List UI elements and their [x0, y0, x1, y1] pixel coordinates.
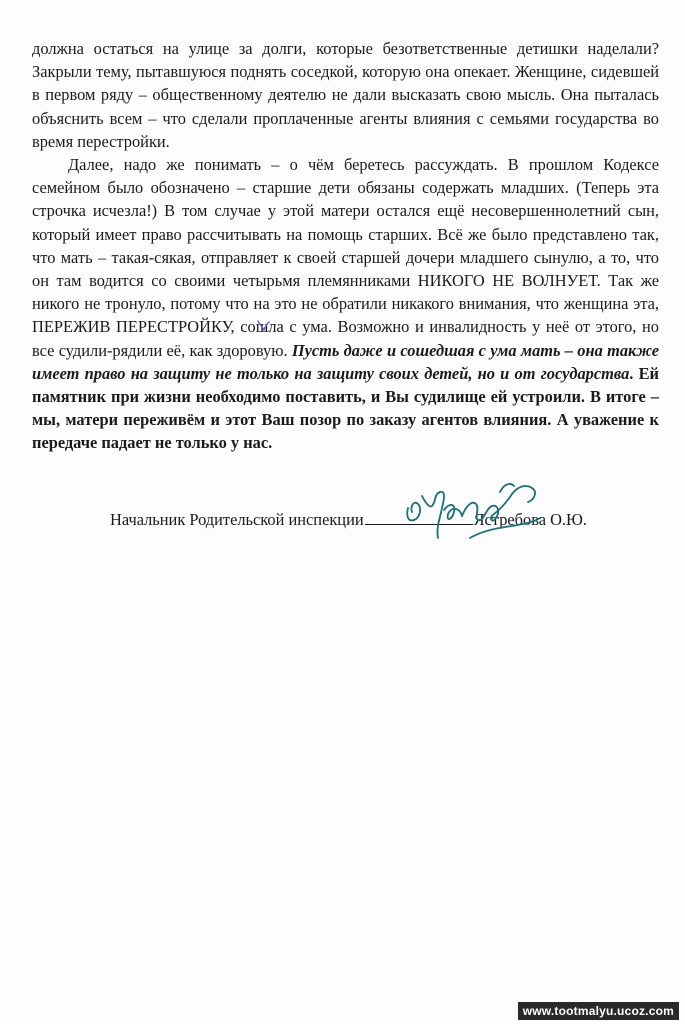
pen-stroke-mark [255, 318, 271, 332]
handwritten-signature [400, 478, 550, 558]
paragraph-2 [32, 153, 659, 455]
paragraph-2-bold-italic: Пусть даже и сошедшая с ума мать – она также имеет право на защиту не только на защиту своих детей, но и от государства [32, 340, 659, 383]
letter-body [32, 37, 659, 455]
signatory-position: Начальник Родительской инспекции [110, 510, 364, 529]
site-watermark: www.tootmalyu.ucoz.com [518, 1002, 679, 1020]
paragraph-2-plain: Далее, надо же понимать – о чём беретесь рассуждать. В прошлом Кодексе семейном было обозначено – старшие дети обязаны содержать младших. (Теперь эта строчка исчезла!) В том случае у этой матери остался ещё несовершеннолетний сын, который имеет право рассчитывать на помощь старших. Всё же было представлено так, что мать – такая-сякая, отправляет к своей старшей дочери младшего сынулю, а то, что он там водится со своими четырьмя племянниками НИКОГО НЕ ВОЛНУЕТ. Так же никого не тронуло, потому что на это не обратили никакого внимания, что женщина эта, ПЕРЕЖИВ ПЕРЕСТРОЙКУ, сошла с ума. Возможно и инвалидность у неё от этого, но все судили-рядили её, как здоровую. [32, 155, 659, 360]
paragraph-1: должна остаться на улице за долги, которые безответственные детишки наделали? Закрыли тему, пытавшуюся поднять соседкой, которую она опекает. Женщине, сидевшей в первом ряду – общественному деятелю не дали высказать свою мысль. Она пыталась объяснить всем – что сделали проплаченные агенты влияния с семьями государства во время перестройки. [32, 39, 659, 151]
paragraph-2-bold: . Ей памятник при жизни необходимо поставить, и Вы судилище ей устроили. В итоге – мы, матери переживём и этот Ваш позор по заказу агентов влияния. А уважение к передаче падает не только у нас. [32, 363, 660, 453]
signatory-name: Ястребова О.Ю. [473, 510, 587, 529]
